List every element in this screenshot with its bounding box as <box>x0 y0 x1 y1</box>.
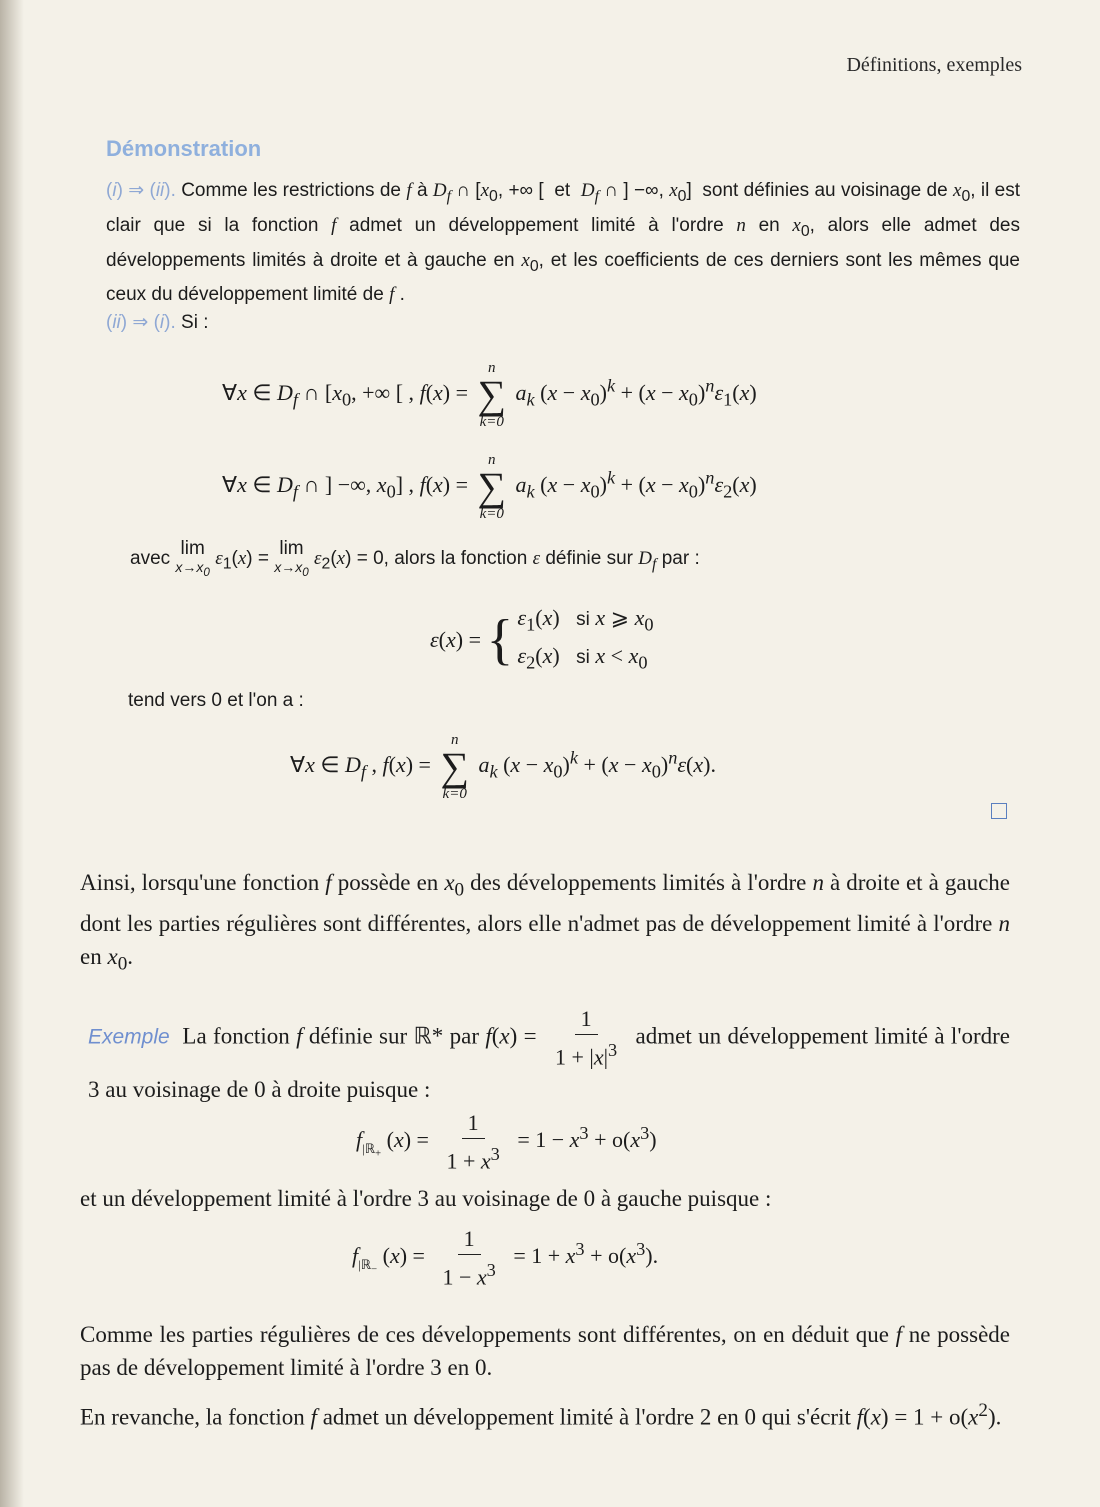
tend-line: tend vers 0 et l'on a : <box>128 690 304 711</box>
page-gutter-shadow <box>0 0 24 1507</box>
demo-paragraph-2 <box>106 308 1020 337</box>
avec-word: avec <box>130 547 171 569</box>
implication-label-2: (ii) ⇒ (i). <box>106 312 176 333</box>
exemple-paragraph: Exemple La fonction f définie sur ℝ* par f(x) = $\frac{1}{1 + |x|^3}$ admet un développement limité à l'ordre 3 au voisinage de 0 à droite puisque : <box>88 1006 1010 1103</box>
equation-left: ∀x ∈ $D_f$ ∩ ] −∞, $x_0$] , f(x) = n ∑ k=0 $a_k$ $(x - x_0)^k + (x - x_0)^n\varepsilon_2(x)$ <box>222 452 757 522</box>
si-text: Si : <box>181 312 209 333</box>
revanche-paragraph: En revanche, la fonction f admet un développement limité à l'ordre 2 en 0 qui s'écrit $f(x) = 1 + o(x^2)$. <box>80 1400 1002 1430</box>
equation-full: ∀x ∈ $D_f$ , f(x) = n ∑ k=0 $a_k$ $(x - x_0)^k + (x - x_0)^n\varepsilon(x)$. <box>290 732 716 802</box>
avec-line: avec lim $x\to x_0$ $\varepsilon_1(x)$ = lim $x\to x_0$ $\varepsilon_2(x) = 0$, alors la fonction ε définie sur $D_f$ par : <box>130 538 700 579</box>
piecewise-epsilon: ε ( x ) = { $\varepsilon_1(x)$ si x ⩾ $x_0$ $\varepsilon_2(x)$ si $x < x_0$ <box>430 605 654 673</box>
comme-paragraph: Comme les parties régulières de ces développements sont différentes, on en déduit que f ne possède pas de développement limité à l'ordre 3 en 0. <box>80 1322 1010 1380</box>
equation-restriction-minus: $f_{|ℝ_-}$ (x) = $\frac{1}{1 - x^3}$ = $1 + x^3 + o(x^3)$. <box>352 1226 659 1290</box>
equation-right: ∀x ∈ $D_f$ ∩ [$x_0$, +∞ [ , f(x) = n ∑ k=0 $a_k$ $(x - x_0)^k + (x - x_0)^n\varepsilon_1(x)$ <box>222 360 757 430</box>
demo-paragraph-1: (i) ⇒ (ii). Comme les restrictions de f à $D_f$ ∩ [$x_0$, +∞ [ et $D_f$ ∩ ] −∞, $x_0$] sont définies au voisinage de $x_0$, il est clair que si la fonction f admet un développement limité à l'ordre n en $x_0$, alors elle admet des développements limités à droite et à gauche en $x_0$, et les coefficients de ces derniers sont les mêmes que ceux du développement limité de f . <box>106 180 1021 306</box>
gauche-paragraph: et un développement limité à l'ordre 3 au voisinage de 0 à gauche puisque : <box>80 1186 772 1211</box>
equation-restriction-plus: $f_{|ℝ_+}$ (x) = $\frac{1}{1 + x^3}$ = $1 - x^3 + o(x^3)$ <box>356 1110 657 1174</box>
ainsi-paragraph: Ainsi, lorsqu'une fonction f possède en $x_0$ des développements limités à l'ordre n à droite et à gauche dont les parties régulières sont différentes, alors elle n'admet pas de développement limité à l'ordre n en $x_0$. <box>80 870 1010 975</box>
implication-label: (i) ⇒ (ii). <box>106 180 176 201</box>
demonstration-heading: Démonstration <box>106 136 262 161</box>
exemple-label: Exemple <box>88 1025 170 1049</box>
running-header: Définitions, exemples <box>846 54 1022 76</box>
qed-square-icon <box>991 803 1007 819</box>
